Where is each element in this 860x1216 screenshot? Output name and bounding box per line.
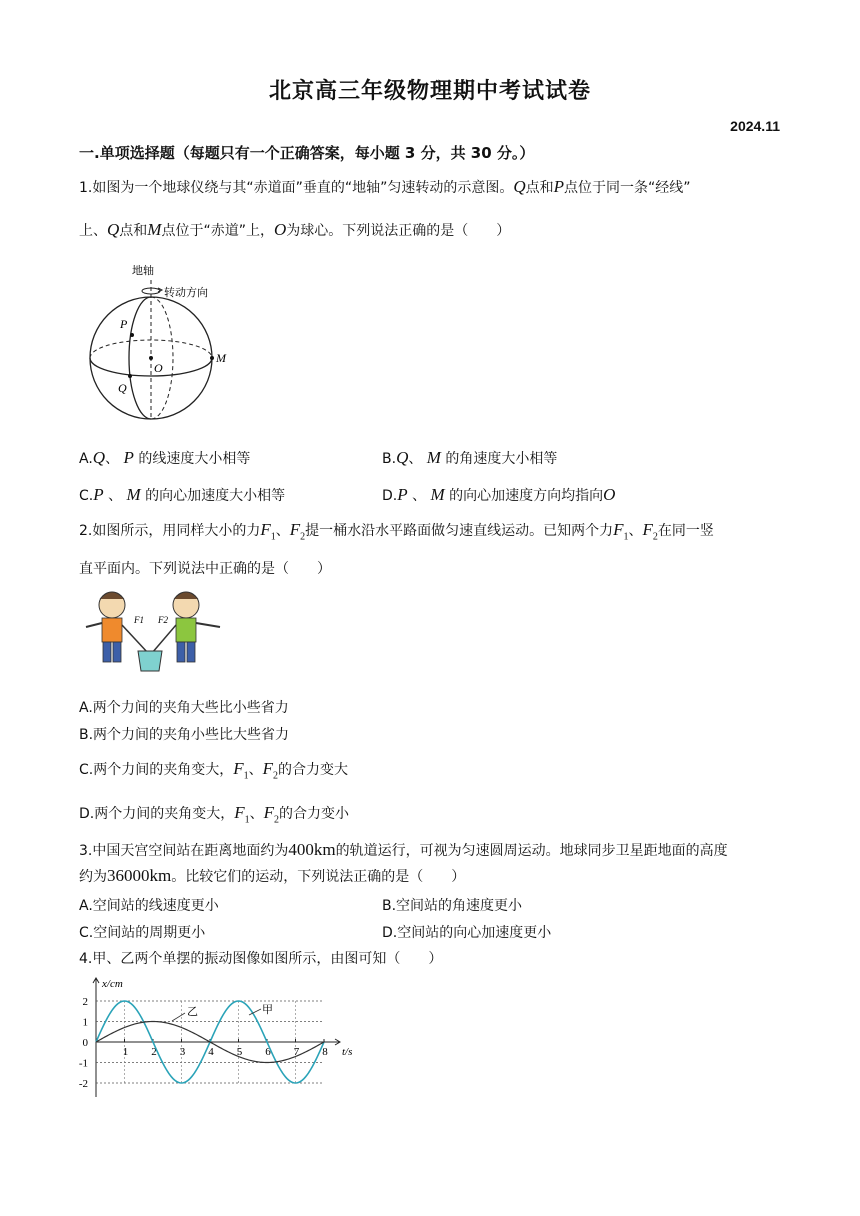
q2-option-a[interactable]: A.两个力间的夹角大些比小些省力 — [79, 700, 289, 716]
x-tick-label: 7 — [293, 1046, 300, 1058]
y-tick-label: 2 — [82, 996, 88, 1008]
x-tick-label: 6 — [265, 1046, 271, 1058]
x-tick-label: 2 — [151, 1046, 157, 1058]
q2-option-d[interactable]: D.两个力间的夹角变大，$F_1$、$F_2$的合力变小 — [79, 803, 350, 826]
series-yi-label: 乙 — [187, 1006, 198, 1018]
y-axis-label: x/cm — [102, 978, 123, 990]
exam-date: 2024.11 — [730, 118, 780, 134]
q4-stem: 4.甲、乙两个单摆的振动图像如图所示，由图可知（ ） — [79, 951, 443, 967]
point-M-label: M — [216, 351, 226, 365]
x-tick-label: 5 — [236, 1046, 243, 1058]
q3-stem-line1: 3.中国天宫空间站在距离地面约为400km的轨道运行，可视为匀速圆周运动。地球同步卫星距地面的高度 — [79, 840, 728, 859]
x-tick-label: 4 — [208, 1046, 214, 1058]
y-tick-label: 1 — [82, 1016, 88, 1029]
y-tick-label: 0 — [82, 1037, 88, 1049]
rotation-label: 转动方向 — [164, 287, 208, 299]
q1-stem-line2: 上、Q点和M点位于“赤道”上，O为球心。下列说法正确的是（ ） — [79, 220, 511, 239]
force-F1-label: F1 — [134, 615, 144, 625]
q3-stem-line2: 约为36000km。比较它们的运动，下列说法正确的是（ ） — [79, 866, 466, 885]
x-tick-label: 3 — [179, 1046, 186, 1058]
bucket-carry-figure — [82, 585, 228, 677]
q2-option-c[interactable]: C.两个力间的夹角变大，$F_1$、$F_2$的合力变大 — [79, 759, 349, 782]
q1-stem-line1: 1.如图为一个地球仪绕与其“赤道面”垂直的“地轴”匀速转动的示意图。Q点和P点位于同一条“经线” — [79, 177, 691, 196]
y-tick-label: -2 — [78, 1078, 88, 1090]
q3-option-c[interactable]: C.空间站的周期更小 — [79, 925, 206, 941]
page-title: 北京高三年级物理期中考试试卷 — [268, 79, 591, 104]
q3-option-d[interactable]: D.空间站的向心加速度更小 — [382, 925, 552, 941]
point-O-label: O — [154, 361, 163, 375]
label-leader-yi — [172, 1013, 185, 1021]
q1-option-c[interactable]: C.P 、 M 的向心加速度大小相等 — [79, 485, 286, 504]
point-P-label: P — [120, 317, 128, 331]
point-Q-label: Q — [118, 381, 127, 395]
q1-option-d[interactable]: D.P 、 M 的向心加速度方向均指向O — [382, 485, 616, 504]
q3-option-a[interactable]: A.空间站的线速度更小 — [79, 898, 219, 914]
y-tick-label: -1 — [78, 1057, 88, 1070]
globe-figure — [84, 258, 224, 428]
q1-option-b[interactable]: B.Q、 M 的角速度大小相等 — [382, 448, 558, 467]
x-axis-label: t/s — [342, 1046, 353, 1058]
x-tick-label: 1 — [122, 1046, 129, 1058]
q2-option-b[interactable]: B.两个力间的夹角小些比大些省力 — [79, 727, 290, 743]
q3-option-b[interactable]: B.空间站的角速度更小 — [382, 898, 523, 914]
oscillation-chart — [72, 975, 372, 1099]
q2-stem-line1: 2.如图所示，用同样大小的力$F_1$、$F_2$提一桶水沿水平路面做匀速直线运动。已知两个力$F_1$、$F_2$在同一竖 — [79, 520, 714, 543]
series-jia-label: 甲 — [262, 1004, 273, 1016]
q1-option-a[interactable]: A.Q、 P 的线速度大小相等 — [79, 448, 251, 467]
force-F2-label: F2 — [158, 615, 168, 625]
q2-stem-line2: 直平面内。下列说法中正确的是（ ） — [79, 561, 331, 577]
x-tick-label: 8 — [322, 1046, 328, 1058]
section-heading: 一.单项选择题（每题只有一个正确答案，每小题 3 分，共 30 分。） — [79, 144, 535, 162]
axis-label: 地轴 — [132, 265, 154, 277]
